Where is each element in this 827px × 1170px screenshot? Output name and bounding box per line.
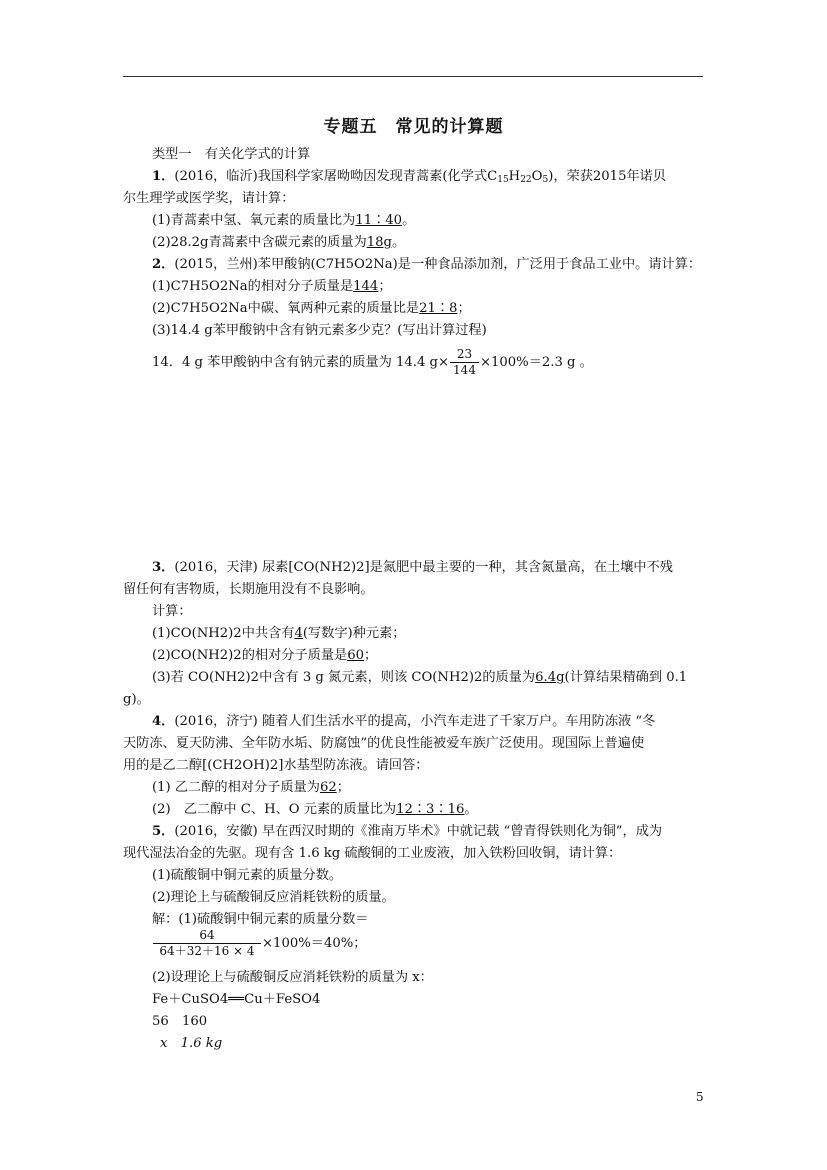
q2-answer2: 21∶8 (419, 301, 458, 316)
q1-stem: 1．(2016，临沂)我国科学家屠呦呦因发现青蒿素(化学式$C_{15}H_{22}O_5$)，荣获2015年诺贝 (152, 169, 667, 185)
q2-part1: (1)C7H5O2Na的相对分子质量是144； (152, 279, 392, 294)
q4-stem-cont2: 用的是乙二醇[(CH2OH)2]水基型防冻液。请回答： (123, 758, 429, 773)
q1-stem-cont: 尔生理学或医学奖，请计算： (123, 191, 295, 206)
q4-part1: (1) 乙二醇的相对分子质量为62； (152, 780, 350, 795)
q3-answer2: 60 (347, 648, 364, 663)
q5-part2: (2)理论上与硫酸铜反应消耗铁粉的质量。 (152, 890, 395, 905)
q2-part2: (2)C7H5O2Na中碳、氧两种元素的质量比是21∶8； (152, 301, 471, 316)
q5-stem-cont: 现代湿法冶金的先驱。现有含 1.6 kg 硫酸铜的工业废液，加入铁粉回收铜，请计算： (123, 846, 622, 861)
q1-part1: (1)青蒿素中氢、氧元素的质量比为11∶40。 (152, 213, 416, 228)
section-heading: 类型一 有关化学式的计算 (152, 147, 311, 162)
q3-stem-cont: 留任何有害物质，长期施用没有不良影响。 (123, 582, 374, 597)
q3-calc-label: 计算： (152, 604, 192, 619)
q1-answer1: 11∶40 (355, 213, 403, 228)
q5-solution2: (2)设理论上与硫酸铜反应消耗铁粉的质量为 x： (152, 970, 433, 985)
q3-part3: (3)若 CO(NH2)2中含有 3 g 氮元素，则该 CO(NH2)2的质量为6.4g(计算结果精确到 0.1 (152, 670, 688, 685)
q5-fraction-line: $\frac{64}{64+32+16 \times 4}$ ×100%＝40%； (152, 928, 366, 960)
q4-answer1: 62 (319, 780, 337, 795)
q2-fraction: $\frac{23}{144}$ (450, 347, 479, 378)
q2-stem: 2．(2015，兰州)苯甲酸钠(C7H5O2Na)是一种食品添加剂，广泛用于食品工业中。请计算： (152, 257, 702, 272)
q2-answer3: 14．4 g 苯甲酸钠中含有钠元素的质量为 14.4 g× $\frac{23}{144}$ ×100%＝2.3 g 。 (152, 347, 593, 377)
q5-stem: 5．(2016，安徽) 早在西汉时期的《淮南万毕术》中就记载 “曾青得铁则化为铜”，成为 (152, 824, 663, 839)
q3-answer1: 4 (294, 626, 303, 641)
q5-fraction: $\frac{64}{64+32+16 \times 4}$ (153, 928, 261, 959)
q1-part2: (2)28.2g青蒿素中含碳元素的质量为18g。 (152, 235, 406, 250)
page-title: 专题五 常见的计算题 (323, 117, 504, 137)
q3-stem: 3．(2016，天津) 尿素[CO(NH2)2]是氮肥中最主要的一种，其含氮量高，在土壤中不残 (152, 560, 673, 575)
q1-answer2: 18g (366, 235, 392, 250)
q5-solution1: 解：(1)硫酸铜中铜元素的质量分数＝ (152, 912, 369, 927)
q2-part3: (3)14.4 g苯甲酸钠中含有钠元素多少克？(写出计算过程) (152, 323, 487, 338)
q5-variable-line: x 1.6 kg (160, 1036, 223, 1051)
q4-answer2: 12∶3∶16 (396, 802, 465, 817)
q4-stem: 4．(2016，济宁) 随着人们生活水平的提高，小汽车走进了千家万户。车用防冻液 “冬 (152, 714, 656, 729)
q2-answer1: 144 (353, 279, 379, 294)
q3-part3-cont: g)。 (123, 692, 150, 707)
q3-part2: (2)CO(NH2)2的相对分子质量是60； (152, 648, 378, 663)
q4-stem-cont1: 天防冻、夏天防沸、全年防水垢、防腐蚀”的优良性能被爱车族广泛使用。现国际上普遍使 (123, 736, 645, 751)
page-number: 5 (696, 1090, 704, 1104)
q4-part2: (2) 乙二醇中 C、H、O 元素的质量比为12∶3∶16。 (152, 802, 478, 817)
q5-equation: Fe＋CuSO4══Cu＋FeSO4 (152, 992, 321, 1007)
q5-mass-line: 56 160 (152, 1014, 208, 1029)
q3-part1: (1)CO(NH2)2中共含有4(写数字)种元素； (152, 626, 406, 641)
header-rule (123, 76, 703, 77)
q5-part1: (1)硫酸铜中铜元素的质量分数。 (152, 868, 343, 883)
q3-answer3: 6.4g (535, 670, 565, 685)
